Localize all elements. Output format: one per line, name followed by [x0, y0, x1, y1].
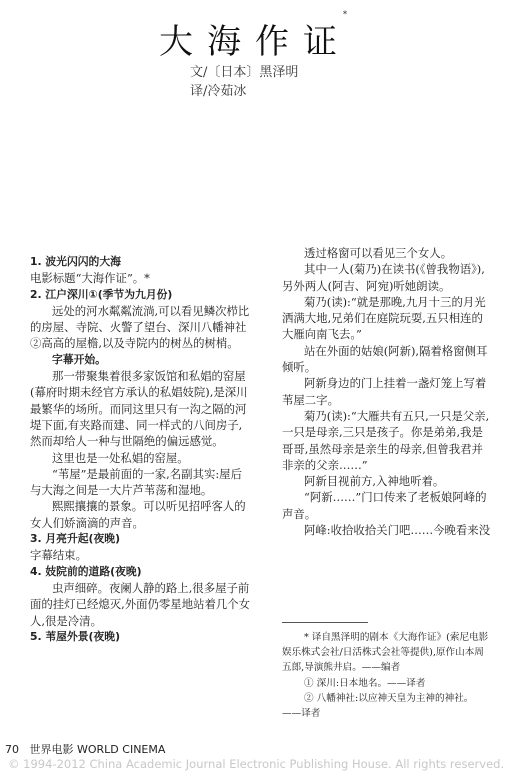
body-paragraph: 那一带聚集着很多家饭馆和私娼的窑屋(幕府时期未经官方承认的私娼妓院),是深川最繁华的场所。而同这里只有一沟之隔的河堤下面,有夹路而建、同一样式的八间房子,然而却给人一种与世隔绝的偏远感觉。	[30, 369, 248, 449]
magazine-name: 世界电影 WORLD CINEMA	[29, 743, 166, 756]
scene-heading: 4. 妓院前的道路(夜晚)	[30, 564, 142, 578]
body-paragraph: 这里也是一处私娼的窑屋。	[52, 450, 189, 465]
body-paragraph: 阿峰:收拾收拾关门吧……今晚看来没	[304, 523, 491, 538]
byline-author: 文/〔日本〕黑泽明	[190, 65, 299, 80]
scene-heading: 2. 江户深川①(季节为九月份)	[30, 287, 173, 301]
scene-note: 字幕开始。	[52, 352, 106, 366]
body-paragraph: 远处的河水粼粼流淌,可以看见鳞次栉比的房屋、寺院、火警了望台、深川八幡神社②高高的屋檐,以及寺院内的树丛的树梢。	[30, 303, 250, 351]
footnote-divider	[282, 622, 368, 623]
scene-heading: 3. 月亮升起(夜晚)	[30, 532, 121, 546]
body-paragraph: 虫声细碎。夜阑人静的路上,很多屋子前面的挂灯已经熄灭,外面仍零星地站着几个女人,很是冷清。	[30, 580, 251, 628]
right-text-column	[282, 245, 492, 538]
body-paragraph: “阿新……”门口传来了老板娘阿峰的声音。	[282, 490, 487, 521]
body-paragraph: 阿新身边的门上挂着一盏灯笼上写着苇屋二字。	[282, 376, 487, 407]
body-paragraph: 菊乃(读):“大雁共有五只,一只是父亲,一只是母亲,三只是孩子。你是弟弟,我是哥哥,虽然母亲是亲生的母亲,但曾我君并非亲的父亲……”	[282, 408, 490, 472]
scene-heading: 1. 波光闪闪的大海	[30, 255, 121, 268]
footnote: ① 深川:日本地名。——译者	[304, 677, 426, 689]
byline-translator: 译/冷茹冰	[190, 84, 247, 99]
page-footer	[5, 741, 165, 757]
body-paragraph: 阿新目视前方,入神地听着。	[304, 474, 445, 489]
title-footnote-mark: *	[343, 10, 347, 19]
body-line: 电影标题“大海作证”。*	[30, 271, 150, 286]
article-title: 大海作证	[159, 22, 351, 62]
body-paragraph: 其中一人(菊乃)在读书(《曾我物语》),另外两人(阿吉、阿宛)听她朗读。	[282, 262, 485, 293]
copyright-watermark: © 1994-2012 China Academic Journal Electronic Publishing House. All rights reserved.	[8, 757, 505, 771]
body-paragraph: 熙熙攘攘的景象。可以听见招呼客人的女人们娇滴滴的声音。	[30, 499, 246, 530]
left-text-column	[30, 254, 252, 645]
footnote: ② 八幡神社:以应神天皇为主神的神社。——译者	[282, 692, 474, 720]
footnotes	[282, 630, 492, 721]
footnote: * 译自黑泽明的剧本《大海作证》(索尼电影娱乐株式会社/日活株式会社等提供),原作山本周五郎,导演熊井启。——编者	[282, 632, 489, 674]
body-line: 字幕结束。	[30, 548, 87, 563]
body-paragraph: 透过格窗可以看见三个女人。	[304, 246, 453, 260]
scene-heading: 5. 苇屋外景(夜晚)	[30, 629, 121, 643]
body-paragraph: “苇屋”是最前面的一家,名副其实:屋后与大海之间是一大片芦苇荡和湿地。	[30, 466, 242, 498]
body-paragraph: 站在外面的姑娘(阿新),隔着格窗侧耳倾听。	[282, 343, 488, 375]
page-number: 70	[5, 743, 19, 756]
body-paragraph: 菊乃(读):“就是那晚,九月十三的月光洒满大地,兄弟们在庭院玩耍,五只相连的大雁向南飞去。”	[282, 294, 486, 342]
